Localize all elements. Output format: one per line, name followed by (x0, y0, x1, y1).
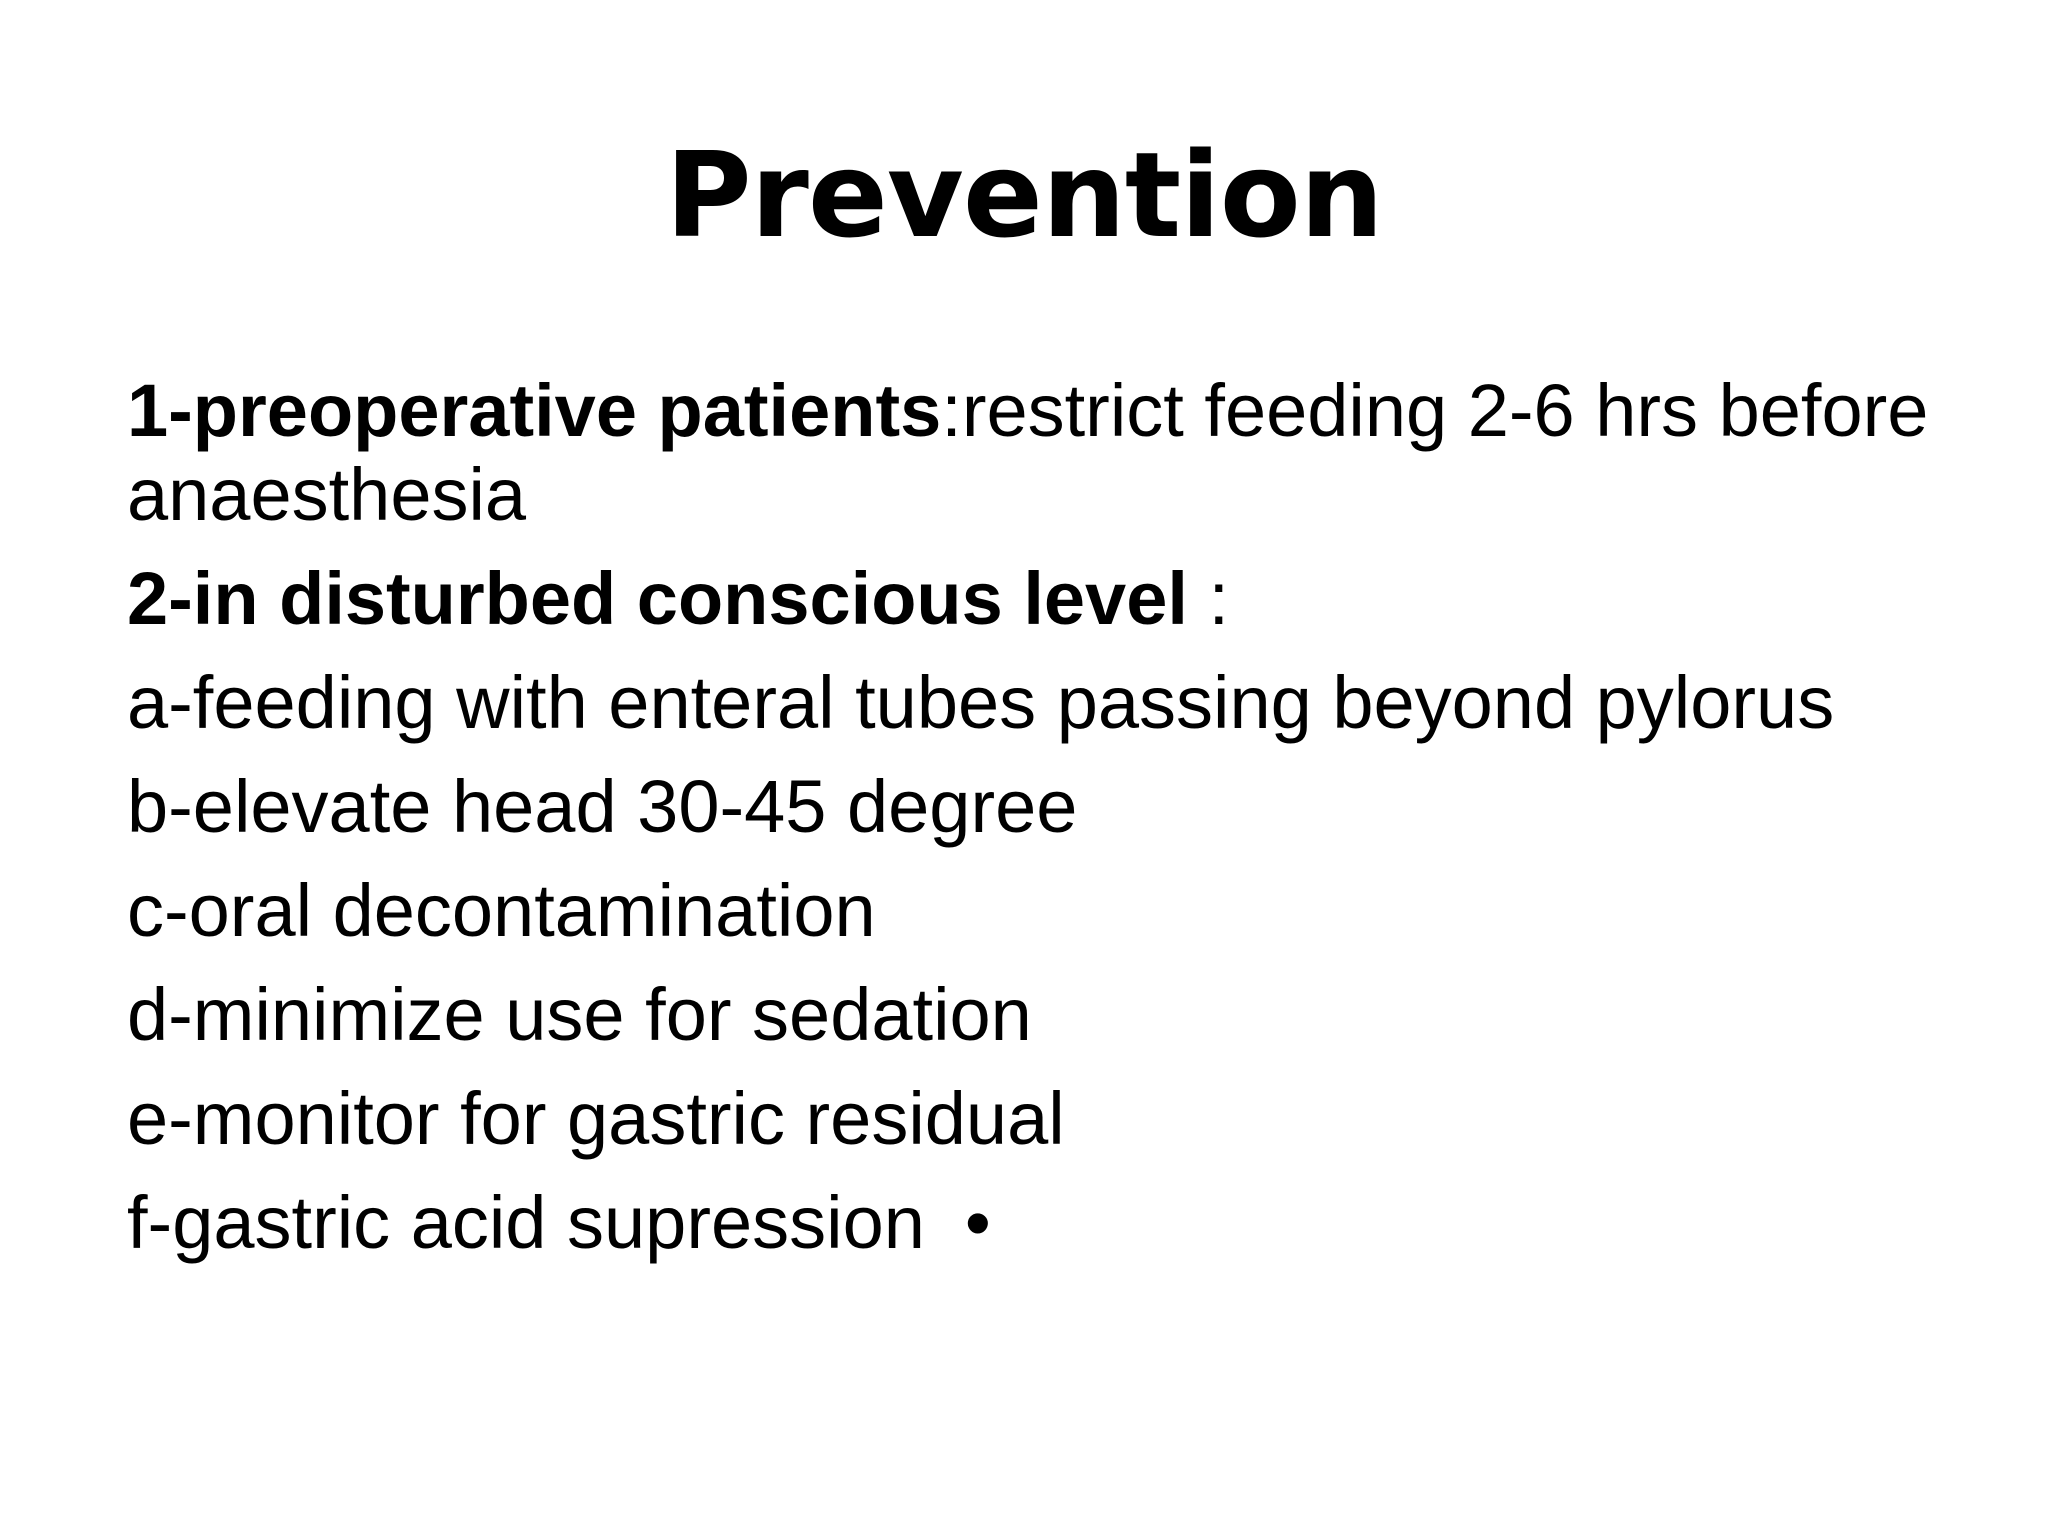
list-item-gastric-residual (127, 1077, 1967, 1161)
list-item-preoperative (127, 369, 1967, 537)
list-item-acid-suppression (127, 1181, 1967, 1265)
item-text: e-monitor for gastric residual (127, 1077, 1065, 1160)
list-item-oral-decontamination (127, 869, 1967, 953)
slide-title: Prevention (665, 126, 1383, 264)
slide-body (127, 369, 1967, 1265)
list-item-elevate-head (127, 765, 1967, 849)
item-text: a-feeding with enteral tubes passing beyond pylorus (127, 661, 1835, 744)
item-text: :restrict feeding 2-6 hrs before anaesthesia (127, 369, 1929, 536)
bullet-dot: • (964, 1181, 991, 1264)
item-text: c-oral decontamination (127, 869, 876, 952)
list-item-disturbed-conscious (127, 557, 1967, 641)
item-text: d-minimize use for sedation (127, 973, 1032, 1056)
list-item-minimize-sedation (127, 973, 1967, 1057)
item-heading: 1-preoperative patients (127, 369, 942, 452)
list-item-enteral-feeding (127, 661, 1967, 745)
item-heading: 2-in disturbed conscious level (127, 557, 1188, 640)
item-text: : (1187, 557, 1230, 640)
item-text: b-elevate head 30-45 degree (127, 765, 1078, 848)
item-text: f-gastric acid supression (127, 1181, 925, 1264)
